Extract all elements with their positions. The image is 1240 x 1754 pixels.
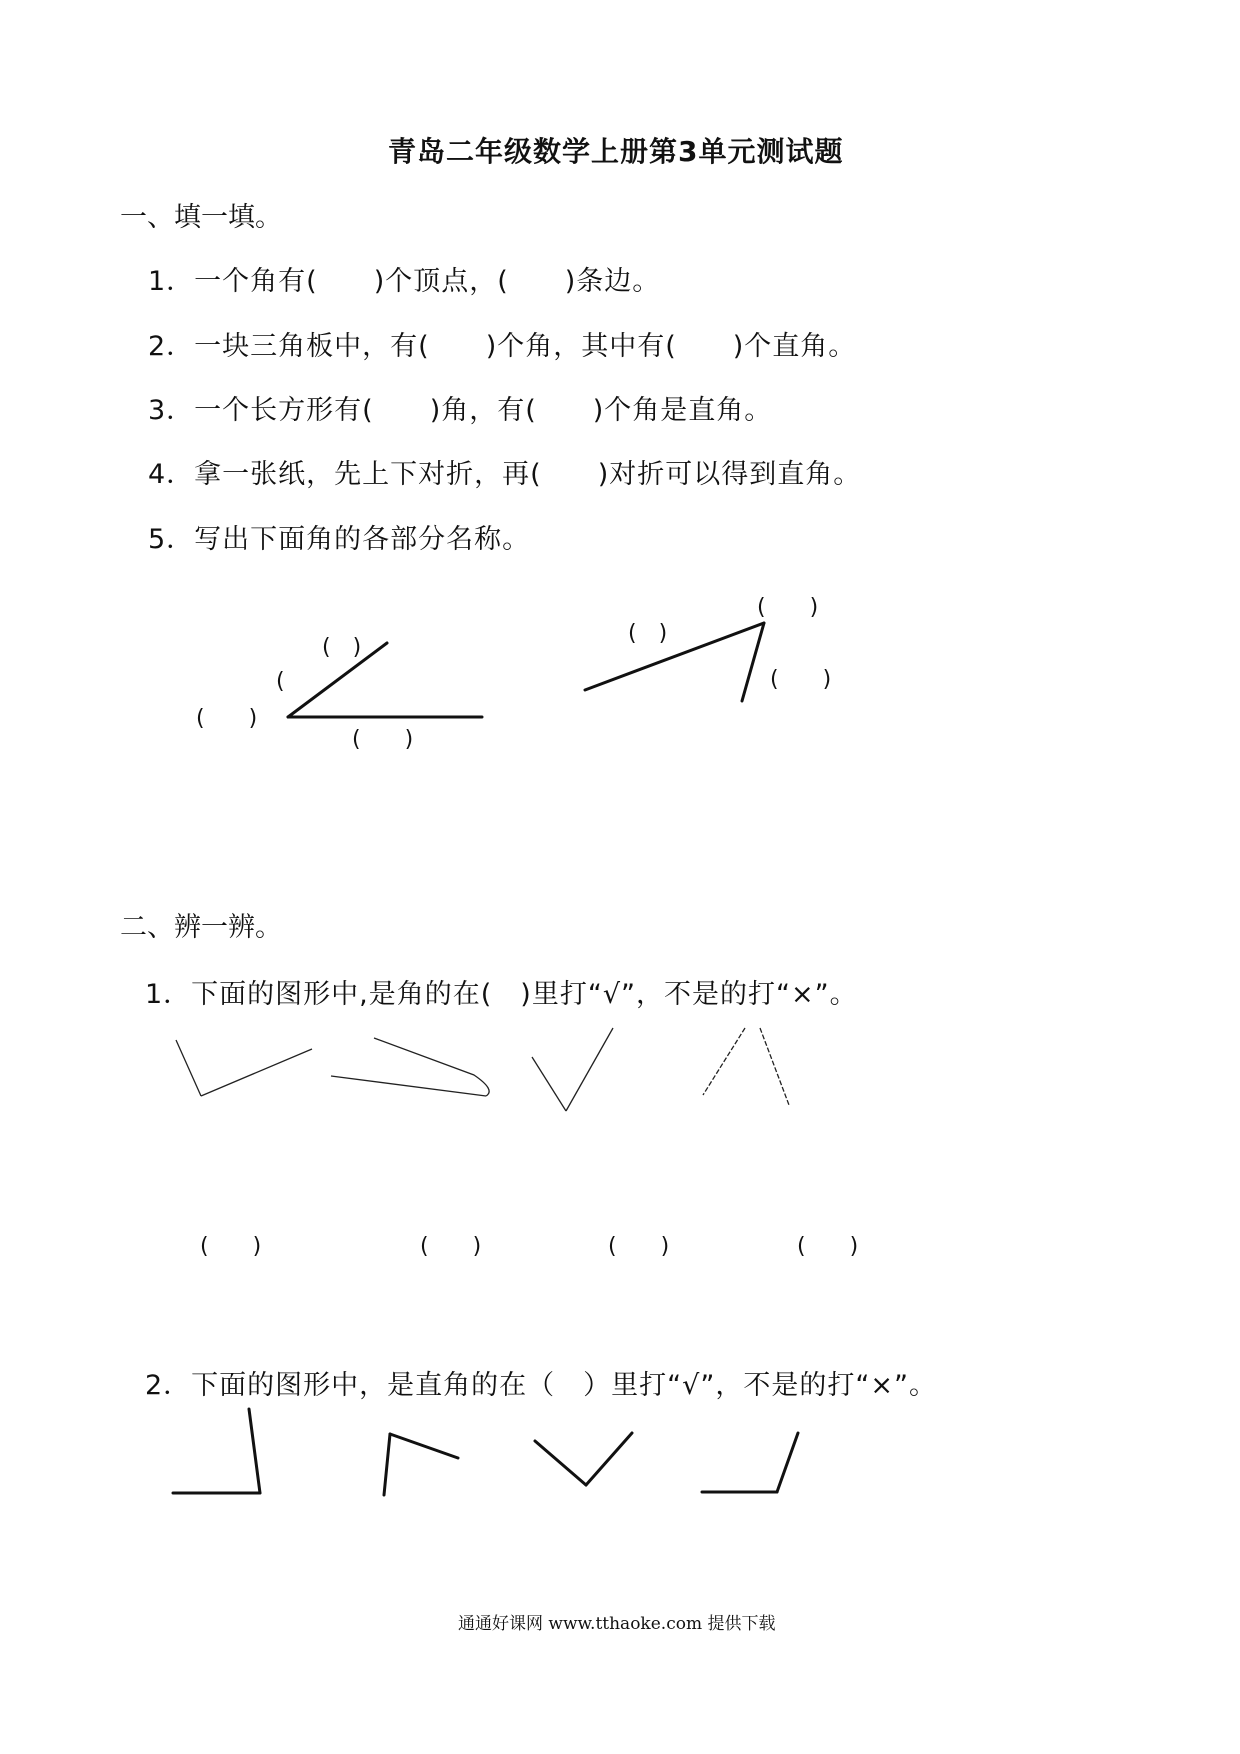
section2-answer-blank-1: ( ) bbox=[200, 1234, 262, 1259]
section2-question-1: 1．下面的图形中,是角的在( )里打“√”，不是的打“×”。 bbox=[145, 979, 858, 1010]
page-footer: 通通好课网 www.tthaoke.com 提供下载 bbox=[458, 1614, 776, 1634]
angle1-vertex-blank: ( ) bbox=[196, 706, 258, 731]
section1-question-3: 3．一个长方形有( )角，有( )个角是直角。 bbox=[148, 395, 773, 426]
angle2-short-ray bbox=[742, 623, 764, 701]
angle1-upper-ray bbox=[288, 643, 387, 717]
angle1-lower-side-blank: ( ) bbox=[352, 727, 414, 752]
section2-answer-blank-2: ( ) bbox=[420, 1234, 482, 1259]
section1-heading: 一、填一填。 bbox=[120, 202, 282, 233]
angle2-vertex-blank: ( ) bbox=[757, 595, 819, 620]
angle-diagram-1 bbox=[288, 643, 482, 717]
right-angle-figure-2 bbox=[384, 1434, 458, 1495]
right-angle-figure-1 bbox=[173, 1409, 260, 1493]
judge-figure-4 bbox=[703, 1028, 789, 1105]
page-title: 青岛二年级数学上册第3单元测试题 bbox=[388, 135, 844, 168]
section1-question-2: 2．一块三角板中，有( )个角，其中有( )个直角。 bbox=[148, 331, 857, 362]
section1-question-5: 5．写出下面角的各部分名称。 bbox=[148, 524, 531, 555]
angle1-upper-mid-blank: ( bbox=[276, 669, 285, 694]
section1-question-4: 4．拿一张纸，先上下对折，再( )对折可以得到直角。 bbox=[148, 459, 862, 490]
angle2-long-ray bbox=[585, 623, 764, 690]
section2-answer-blank-4: ( ) bbox=[797, 1234, 859, 1259]
angle2-lower-side-blank: ( ) bbox=[770, 667, 832, 692]
judge-figure-2 bbox=[331, 1038, 489, 1096]
section2-heading: 二、辨一辨。 bbox=[120, 912, 282, 943]
judge-figure-1 bbox=[176, 1040, 312, 1096]
section2-question-2: 2．下面的图形中，是直角的在（ ）里打“√”，不是的打“×”。 bbox=[145, 1370, 937, 1401]
angle2-upper-side-blank: ( ) bbox=[628, 621, 668, 646]
angle1-upper-side-blank: ( ) bbox=[322, 635, 362, 660]
section1-question-1: 1．一个角有( )个顶点，( )条边。 bbox=[148, 266, 661, 297]
angle-diagram-2 bbox=[585, 623, 764, 701]
section2-answer-blank-3: ( ) bbox=[608, 1234, 670, 1259]
right-angle-figure-3 bbox=[535, 1433, 632, 1485]
right-angle-figure-4 bbox=[702, 1433, 798, 1492]
judge-figure-3 bbox=[532, 1028, 613, 1111]
